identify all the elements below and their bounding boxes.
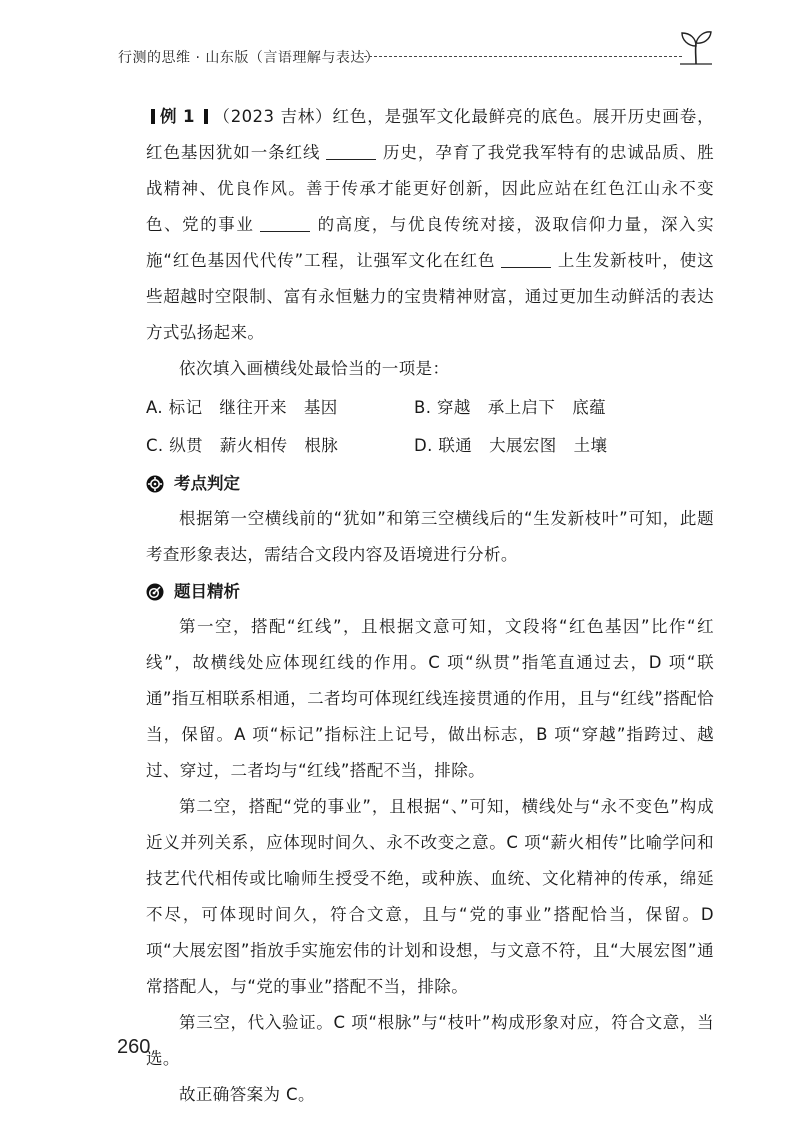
blank-3 bbox=[501, 253, 551, 268]
explanation-paragraph-3: 第三空，代入验证。C 项“根脉”与“枝叶”构成形象对应，符合文意，当选。 bbox=[146, 1013, 714, 1068]
explanation-paragraph-4: 故正确答案为 C。 bbox=[179, 1085, 315, 1104]
example-text-3: 的高度，与优良传统对接，汲取信仰力量，深入实施“红色基因代代传”工程，让强军文化在红色 bbox=[146, 215, 714, 270]
example-text-1: 红色，是强军文化最鲜亮的底色。展开历史画卷，红色基因犹如一条红线 bbox=[146, 107, 714, 162]
sprout-icon bbox=[678, 26, 714, 66]
example-text-4: 上生发新枝叶，使这些超越时空限制、富有永恒魅力的宝贵精神财富，通过更加生动鲜活的表达方式弘扬起来。 bbox=[146, 251, 714, 342]
answer-options bbox=[146, 389, 714, 465]
example-text-2: 历史，孕育了我党我军特有的忠诚品质、胜战精神、优良作风。善于传承才能更好创新，因此应站在红色江山永不变色、党的事业 bbox=[146, 143, 714, 234]
running-header bbox=[118, 44, 708, 70]
analysis-heading-text: 考点判定 bbox=[174, 474, 240, 493]
example-paragraph bbox=[146, 99, 714, 351]
explanation-paragraph-1: 第一空，搭配“红线”，且根据文意可知，文段将“红色基因”比作“红线”，故横线处应体现红线的作用。C 项“纵贯”指笔直通过去，D 项“联通”指互相联系相通，二者均可体现红线连接贯通的作用，且与“红线”搭配恰当，保留。A 项“标记”指标注上记号，做出标志，B 项“穿越”指跨过、越过、穿过，二者均与“红线”搭配不当，排除。 bbox=[146, 617, 714, 780]
option-d: D. 联通 大展宏图 土壤 bbox=[414, 436, 608, 455]
question-prompt: 依次填入画横线处最恰当的一项是： bbox=[179, 359, 450, 378]
header-rule bbox=[364, 56, 682, 57]
blank-2 bbox=[260, 217, 310, 232]
explanation-heading-text: 题目精析 bbox=[174, 582, 240, 601]
analysis-text: 根据第一空横线前的“犹如”和第三空横线后的“生发新枝叶”可知，此题考查形象表达，需结合文段内容及语境进行分析。 bbox=[146, 509, 714, 564]
target-icon bbox=[146, 583, 164, 601]
example-source: （2023 吉林） bbox=[212, 107, 333, 126]
example-tag: 例 1 bbox=[160, 107, 195, 126]
example-bar-right bbox=[204, 109, 208, 124]
page-number: 260 bbox=[117, 1036, 151, 1058]
example-bar-left bbox=[151, 109, 155, 124]
page-content bbox=[146, 99, 714, 1113]
option-c: C. 纵贯 薪火相传 根脉 bbox=[146, 436, 339, 455]
explanation-paragraph-2: 第二空，搭配“党的事业”，且根据“、”可知，横线处与“永不变色”构成近义并列关系，应体现时间久、永不改变之意。C 项“薪火相传”比喻学问和技艺代代相传或比喻师生授受不绝，或种族、血统、文化精神的传承，绵延不尽，可体现时间久，符合文意，且与“党的事业”搭配恰当，保留。D 项“大展宏图”指放手实施宏伟的计划和设想，与文意不符，且“大展宏图”通常搭配人，与“党的事业”搭配不当，排除。 bbox=[146, 797, 714, 996]
gear-icon bbox=[146, 475, 164, 493]
blank-1 bbox=[326, 145, 376, 160]
explanation-heading bbox=[146, 575, 714, 609]
option-a: A. 标记 继往开来 基因 bbox=[146, 398, 338, 417]
analysis-heading bbox=[146, 467, 714, 501]
book-title: 行测的思维 · 山东版（言语理解与表达） bbox=[118, 50, 380, 66]
option-b: B. 穿越 承上启下 底蕴 bbox=[414, 398, 607, 417]
